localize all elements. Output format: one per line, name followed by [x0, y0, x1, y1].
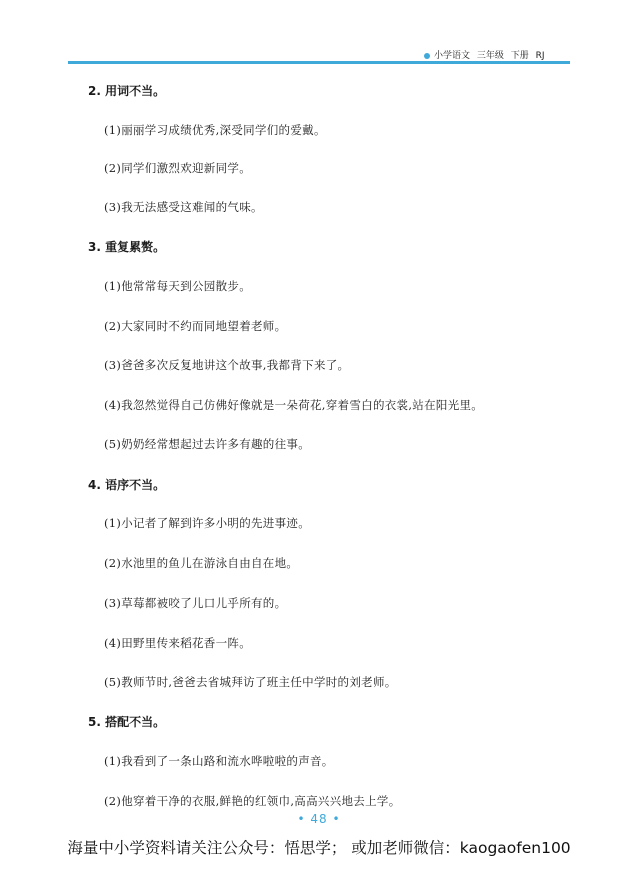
header-label: 小学语文 三年级 下册 RJ [434, 51, 545, 61]
list-item: (1)丽丽学习成绩优秀,深受同学们的爱戴。 [104, 123, 326, 137]
list-item: (2)他穿着干净的衣服,鲜艳的红领巾,高高兴兴地去上学。 [104, 794, 401, 808]
page-number: • 48 • [297, 812, 341, 826]
list-item: (2)同学们激烈欢迎新同学。 [104, 161, 251, 175]
list-item: (1)小记者了解到许多小明的先进事迹。 [104, 516, 310, 530]
section-heading: 3. 重复累赘。 [88, 240, 166, 254]
list-item: (1)他常常每天到公园散步。 [104, 279, 251, 293]
list-item: (4)田野里传来稻花香一阵。 [104, 636, 251, 650]
list-item: (3)爸爸多次反复地讲这个故事,我都背下来了。 [104, 358, 350, 372]
header-rule [68, 61, 430, 64]
list-item: (5)奶奶经常想起过去许多有趣的往事。 [104, 437, 310, 451]
list-item: (2)水池里的鱼儿在游泳自由自在地。 [104, 556, 299, 570]
list-item: (2)大家同时不约而同地望着老师。 [104, 319, 287, 333]
list-item: (5)教师节时,爸爸去省城拜访了班主任中学时的刘老师。 [104, 675, 397, 689]
section-heading: 5. 搭配不当。 [88, 715, 166, 729]
page-header [0, 0, 638, 70]
section-heading: 2. 用词不当。 [88, 84, 166, 98]
list-item: (3)草莓都被咬了儿口儿乎所有的。 [104, 596, 287, 610]
section-heading: 4. 语序不当。 [88, 478, 166, 492]
footer-notice: 海量中小学资料请关注公众号：悟思学； 或加老师微信：kaogaofen100 [67, 839, 571, 857]
list-item: (1)我看到了一条山路和流水哗啦啦的声音。 [104, 754, 334, 768]
bullet-dot-icon [424, 53, 430, 59]
list-item: (3)我无法感受这难闻的气味。 [104, 200, 263, 214]
list-item: (4)我忽然觉得自己仿佛好像就是一朵荷花,穿着雪白的衣裳,站在阳光里。 [104, 398, 484, 412]
